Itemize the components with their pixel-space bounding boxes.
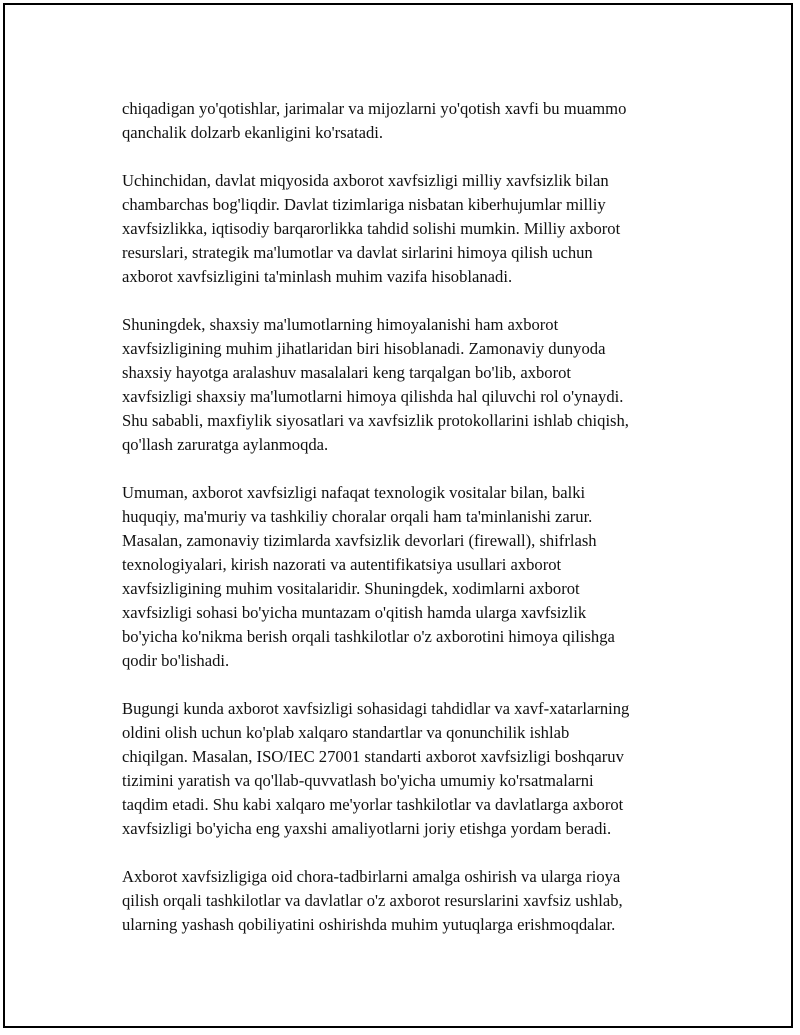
text-line: axborot xavfsizligini ta'minlash muhim vazifa hisoblanadi. [122, 267, 513, 286]
text-line: chiqilgan. Masalan, ISO/IEC 27001 standarti axborot xavfsizligi boshqaruv [122, 747, 624, 766]
text-line: qo'llash zaruratga aylanmoqda. [122, 435, 329, 454]
paragraph [122, 313, 692, 457]
text-line: Masalan, zamonaviy tizimlarda xavfsizlik devorlari (firewall), shifrlash [122, 531, 597, 550]
text-line: Bugungi kunda axborot xavfsizligi sohasidagi tahdidlar va xavf-xatarlarning [122, 699, 630, 718]
text-line: huquqiy, ma'muriy va tashkiliy choralar orqali ham ta'minlanishi zarur. [122, 507, 593, 526]
text-line: bo'yicha ko'nikma berish orqali tashkilotlar o'z axborotini himoya qilishga [122, 627, 615, 646]
text-line: Uchinchidan, davlat miqyosida axborot xavfsizligi milliy xavfsizlik bilan [122, 171, 609, 190]
text-line: qanchalik dolzarb ekanligini ko'rsatadi. [122, 123, 384, 142]
text-line: xavfsizligi shaxsiy ma'lumotlarni himoya qilishda hal qiluvchi rol o'ynaydi. [122, 387, 624, 406]
paragraph [122, 97, 692, 145]
page-frame [3, 3, 793, 1028]
text-line: taqdim etadi. Shu kabi xalqaro me'yorlar tashkilotlar va davlatlarga axborot [122, 795, 624, 814]
text-line: oldini olish uchun ko'plab xalqaro standartlar va qonunchilik ishlab [122, 723, 570, 742]
text-line: xavfsizligi bo'yicha eng yaxshi amaliyotlarni joriy etishga yordam beradi. [122, 819, 612, 838]
text-line: chambarchas bog'liqdir. Davlat tizimlariga nisbatan kiberhujumlar milliy [122, 195, 606, 214]
text-line: Umuman, axborot xavfsizligi nafaqat texnologik vositalar bilan, balki [122, 483, 586, 502]
paragraph [122, 697, 692, 841]
text-line: xavfsizlikka, iqtisodiy barqarorlikka tahdid solishi mumkin. Milliy axborot [122, 219, 621, 238]
text-line: resurslari, strategik ma'lumotlar va davlat sirlarini himoya qilish uchun [122, 243, 593, 262]
paragraph [122, 169, 692, 289]
text-line: qilish orqali tashkilotlar va davlatlar o'z axborot resurslarini xavfsiz ushlab, [122, 891, 623, 910]
text-line: xavfsizligi sohasi bo'yicha muntazam o'qitish hamda ularga xavfsizlik [122, 603, 587, 622]
text-line: Shu sababli, maxfiylik siyosatlari va xavfsizlik protokollarini ishlab chiqish, [122, 411, 629, 430]
text-line: chiqadigan yo'qotishlar, jarimalar va mijozlarni yo'qotish xavfi bu muammo [122, 99, 627, 118]
text-line: shaxsiy hayotga aralashuv masalalari keng tarqalgan bo'lib, axborot [122, 363, 572, 382]
text-line: texnologiyalari, kirish nazorati va autentifikatsiya usullari axborot [122, 555, 562, 574]
paragraph [122, 865, 692, 937]
paragraph [122, 481, 692, 673]
text-line: tizimini yaratish va qo'llab-quvvatlash bo'yicha umumiy ko'rsatmalarni [122, 771, 594, 790]
text-line: Axborot xavfsizligiga oid chora-tadbirlarni amalga oshirish va ularga rioya [122, 867, 621, 886]
text-line: Shuningdek, shaxsiy ma'lumotlarning himoyalanishi ham axborot [122, 315, 559, 334]
page-body [122, 97, 692, 961]
text-line: xavfsizligining muhim vositalaridir. Shuningdek, xodimlarni axborot [122, 579, 580, 598]
text-line: xavfsizligining muhim jihatlaridan biri hisoblanadi. Zamonaviy dunyoda [122, 339, 606, 358]
text-line: qodir bo'lishadi. [122, 651, 230, 670]
text-line: ularning yashash qobiliyatini oshirishda muhim yutuqlarga erishmoqdalar. [122, 915, 616, 934]
